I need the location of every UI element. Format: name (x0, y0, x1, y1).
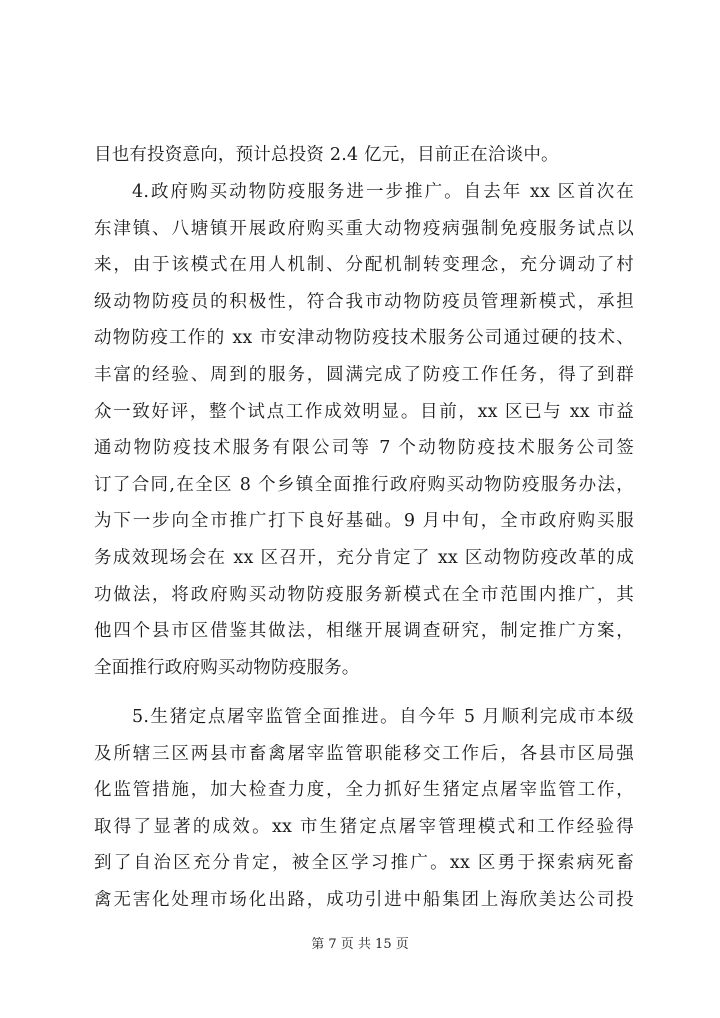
text-line-3: 东津镇、八塘镇开展政府购买重大动物疫病强制免疫服务试点以 (94, 219, 634, 239)
text-line-13: 功做法，将政府购买动物防疫服务新模式在全市范围内推广，其 (94, 585, 634, 605)
text-line-14: 他四个县市区借鉴其做法，相继开展调查研究，制定推广方案， (94, 621, 634, 641)
page-footer: 第 7 页 共 15 页 (311, 937, 409, 952)
text-line-9: 通动物防疫技术服务有限公司等 7 个动物防疫技术服务公司签 (94, 438, 634, 458)
text-line-17: 及所辖三区两县市畜禽屠宰监管职能移交工作后，各县市区局强 (94, 744, 634, 764)
text-line-20: 到了自治区充分肯定，被全区学习推广。xx 区勇于探索病死畜 (94, 853, 634, 873)
text-line-1: 目也有投资意向，预计总投资 2.4 亿元，目前正在洽谈中。 (94, 145, 559, 165)
text-line-12: 务成效现场会在 xx 区召开，充分肯定了 xx 区动物防疫改革的成 (94, 548, 634, 568)
text-line-11: 为下一步向全市推广打下良好基础。9 月中旬，全市政府购买服 (94, 511, 634, 531)
text-line-5: 级动物防疫员的积极性，符合我市动物防疫员管理新模式，承担 (94, 292, 634, 312)
text-line-6: 动物防疫工作的 xx 市安津动物防疫技术服务公司通过硬的技术、 (94, 328, 634, 348)
text-line-19: 取得了显著的成效。xx 市生猪定点屠宰管理模式和工作经验得 (94, 817, 634, 837)
text-line-2: 4.政府购买动物防疫服务进一步推广。自去年 xx 区首次在 (132, 182, 634, 202)
text-line-18: 化监管措施，加大检查力度，全力抓好生猪定点屠宰监管工作， (94, 780, 634, 800)
text-line-15: 全面推行政府购买动物防疫服务。 (94, 658, 360, 678)
text-line-21: 禽无害化处理市场化出路，成功引进中船集团上海欣美达公司投 (94, 890, 634, 910)
text-line-8: 众一致好评，整个试点工作成效明显。目前，xx 区已与 xx 市益 (94, 402, 634, 422)
text-line-16: 5.生猪定点屠宰监管全面推进。自今年 5 月顺利完成市本级 (132, 707, 634, 727)
text-line-4: 来，由于该模式在用人机制、分配机制转变理念，充分调动了村 (94, 255, 634, 275)
text-line-7: 丰富的经验、周到的服务，圆满完成了防疫工作任务，得了到群 (94, 365, 634, 385)
text-line-10: 订了合同,在全区 8 个乡镇全面推行政府购买动物防疫服务办法， (94, 475, 634, 495)
